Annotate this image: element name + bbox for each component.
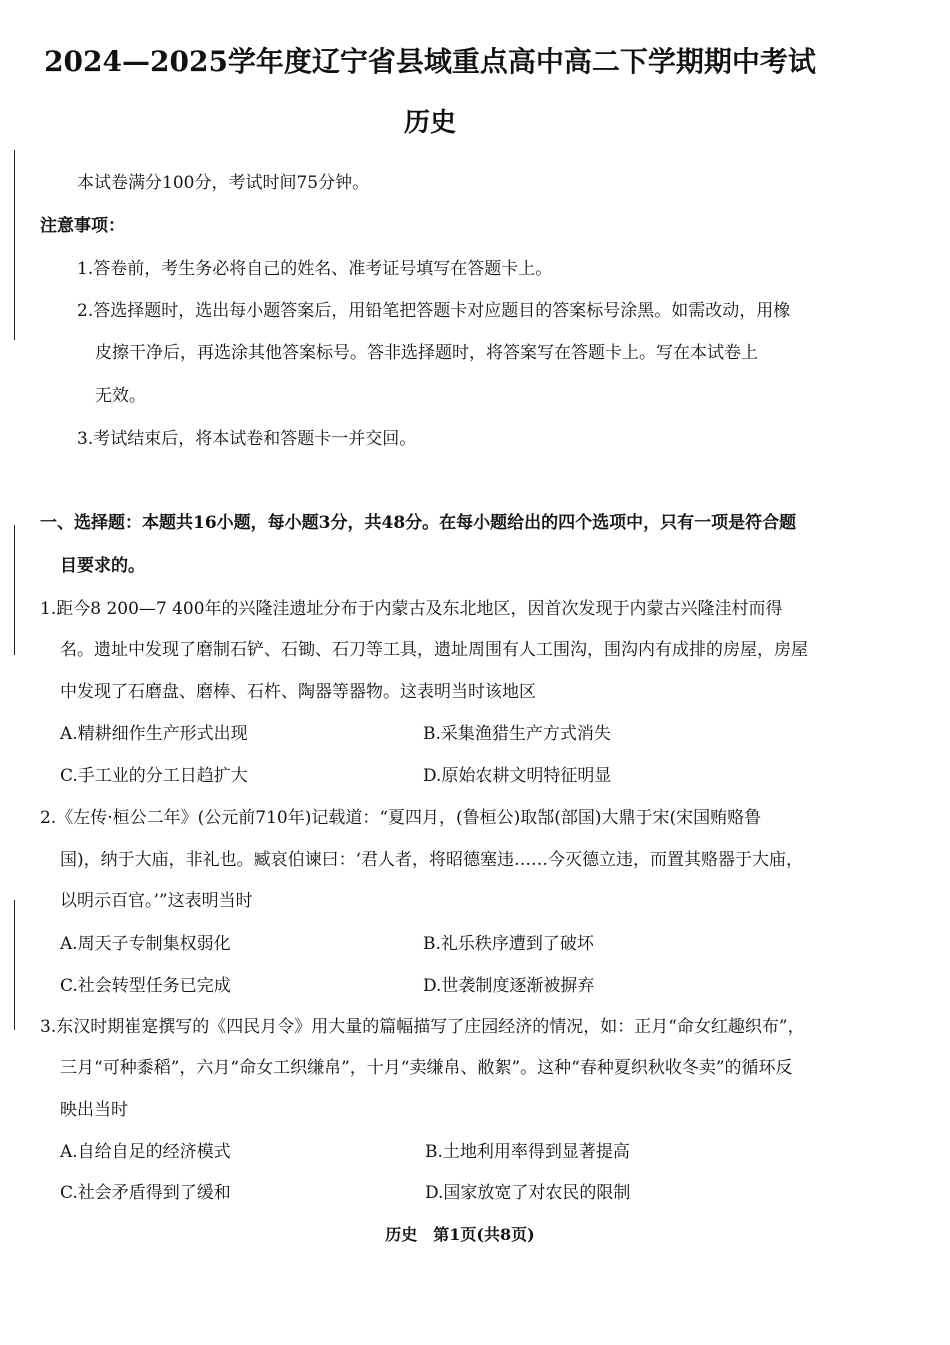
question-1-text: 1.距今8 200—7 400年的兴隆洼遗址分布于内蒙古及东北地区，因首次发现于内蒙古兴隆洼村而得 <box>40 599 783 619</box>
exam-intro: 本试卷满分100分，考试时间75分钟。 <box>77 173 370 193</box>
notice-item: 3.考试结束后，将本试卷和答题卡一并交回。 <box>77 429 417 449</box>
section-heading: 一、选择题：本题共16小题，每小题3分，共48分。在每小题给出的四个选项中，只有一项是符合题 <box>40 513 797 533</box>
question-1-option-b: B.采集渔猎生产方式消失 <box>423 724 611 744</box>
question-1-option-a: A.精耕细作生产形式出现 <box>60 724 248 744</box>
question-2-text: 以明示百官。’”这表明当时 <box>60 891 253 911</box>
exam-subject: 历史 <box>403 108 456 138</box>
question-2-option-a: A.周天子专制集权弱化 <box>60 934 231 954</box>
page-footer: 历史 第1页(共8页) <box>385 1225 535 1244</box>
notice-heading: 注意事项： <box>40 216 125 236</box>
notice-item: 2.答选择题时，选出每小题答案后，用铅笔把答题卡对应题目的答案标号涂黑。如需改动，用橡 <box>77 301 791 321</box>
notice-item: 1.答卷前，考生务必将自己的姓名、准考证号填写在答题卡上。 <box>77 259 553 279</box>
binding-margin-line <box>0 900 15 1030</box>
question-2-option-c: C.社会转型任务已完成 <box>60 976 231 996</box>
question-1-option-c: C.手工业的分工日趋扩大 <box>60 766 248 786</box>
section-heading-continued: 目要求的。 <box>60 556 145 576</box>
question-2-option-d: D.世袭制度逐渐被摒弃 <box>423 976 595 996</box>
notice-item-continued: 无效。 <box>95 386 146 406</box>
binding-margin-line <box>0 150 15 340</box>
question-3-option-d: D.国家放宽了对农民的限制 <box>425 1183 631 1203</box>
question-2-option-b: B.礼乐秩序遭到了破坏 <box>423 934 594 954</box>
question-3-option-a: A.自给自足的经济模式 <box>60 1142 231 1162</box>
question-3-option-b: B.土地利用率得到显著提高 <box>425 1142 630 1162</box>
binding-margin-line <box>0 525 15 655</box>
notice-item-continued: 皮擦干净后，再选涂其他答案标号。答非选择题时，将答案写在答题卡上。写在本试卷上 <box>95 343 758 363</box>
question-2-text: 国)，纳于大庙，非礼也。臧哀伯谏曰：‘君人者，将昭德塞违……今灭德立违，而置其赂器于大庙， <box>60 850 804 870</box>
question-3-text: 映出当时 <box>60 1100 128 1120</box>
question-3-text: 三月“可种黍稻”，六月“命女工织缣帛”，十月“卖缣帛、敝絮”。这种“春种夏织秋收冬卖”的循环反 <box>60 1058 793 1078</box>
exam-title: 2024—2025学年度辽宁省县域重点高中高二下学期期中考试 <box>44 45 816 78</box>
question-3-text: 3.东汉时期崔寔撰写的《四民月令》用大量的篇幅描写了庄园经济的情况，如：正月“命女红趣织布”， <box>40 1017 805 1037</box>
question-1-text: 名。遗址中发现了磨制石铲、石锄、石刀等工具，遗址周围有人工围沟，围沟内有成排的房屋，房屋 <box>60 640 808 660</box>
question-3-option-c: C.社会矛盾得到了缓和 <box>60 1183 231 1203</box>
question-1-text: 中发现了石磨盘、磨棒、石杵、陶器等器物。这表明当时该地区 <box>60 682 536 702</box>
question-2-text: 2.《左传·桓公二年》(公元前710年)记载道：“夏四月，(鲁桓公)取郜(部国)大鼎于宋(宋国贿赂鲁 <box>40 808 762 828</box>
question-1-option-d: D.原始农耕文明特征明显 <box>423 766 612 786</box>
